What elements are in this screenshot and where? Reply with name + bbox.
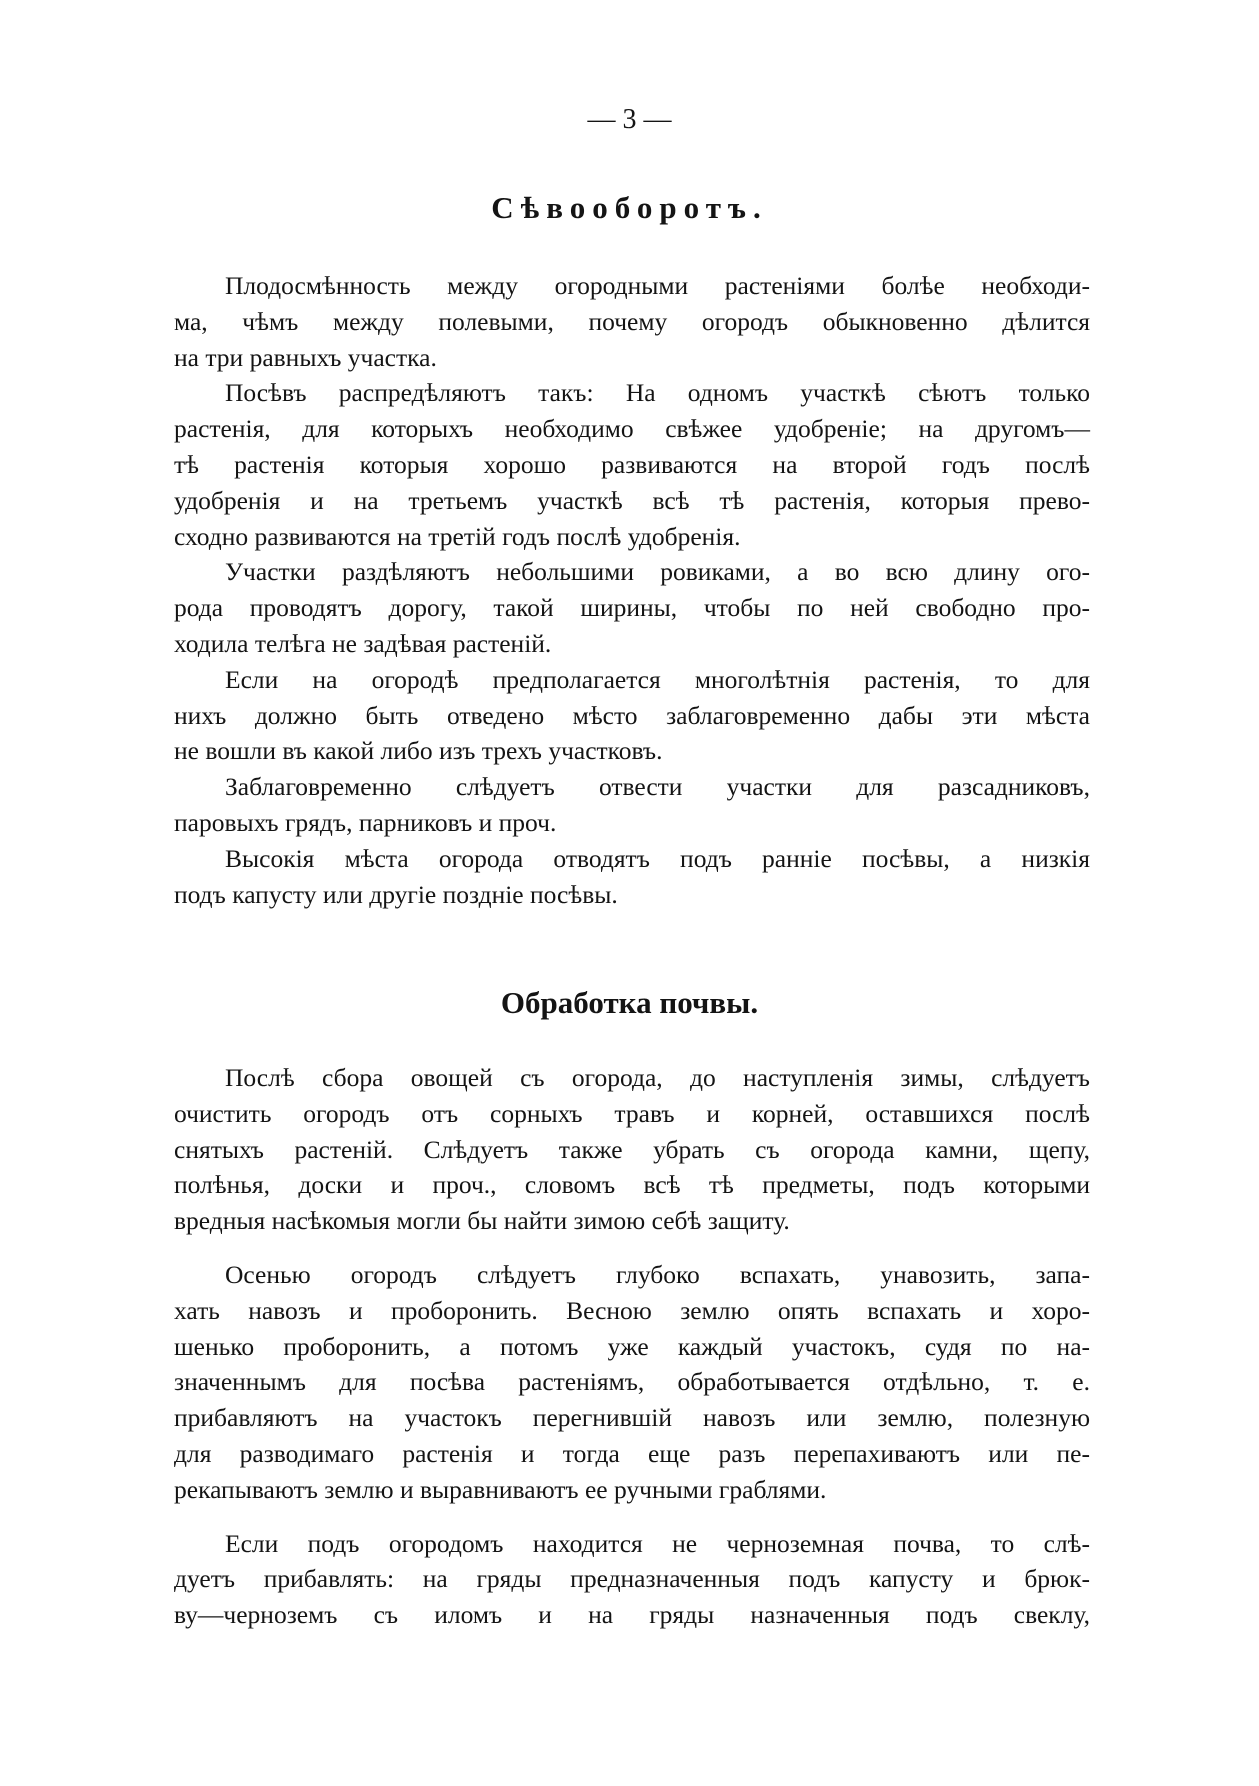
text-line: рекапываютъ землю и выравниваютъ ее ручными граблями. (174, 1474, 827, 1504)
text-line: для разводимаго растенія и тогда еще разъ перепахиваютъ или пе- (174, 1438, 1090, 1468)
text-line: вредныя насѣкомыя могли бы найти зимою себѣ защиту. (174, 1206, 790, 1236)
text-line: значеннымъ для посѣва растеніямъ, обработывается отдѣльно, т. е. (174, 1367, 1090, 1397)
text-line: паровыхъ грядъ, парниковъ и проч. (174, 807, 557, 837)
text-line: сходно развиваются на третій годъ послѣ удобренія. (174, 521, 741, 551)
text-line: Послѣ сбора овощей съ огорода, до наступленія зимы, слѣдуетъ (225, 1063, 1090, 1092)
text-line: тѣ растенія которыя хорошо развиваются на второй годъ послѣ (174, 449, 1090, 479)
paragraph (174, 268, 1090, 375)
text-line: Заблаговременно слѣдуетъ отвести участки для разсадниковъ, (225, 772, 1090, 802)
text-line: ву—черноземъ съ иломъ и на гряды назначенныя подъ свеклу, (174, 1600, 1090, 1630)
paragraph (174, 554, 1090, 661)
text-line: Плодосмѣнность между огородными растеніями болѣе необходи- (225, 271, 1090, 300)
text-line: очистить огородъ отъ сорныхъ травъ и корней, оставшихся послѣ (174, 1098, 1090, 1128)
text-line: Осенью огородъ слѣдуетъ глубоко вспахать, унавозить, запа- (225, 1259, 1090, 1289)
text-line: Если подъ огородомъ находится не черноземная почва, то слѣ- (225, 1528, 1090, 1558)
text-line: снятыхъ растеній. Слѣдуетъ также убрать съ огорода камни, щепу, (174, 1134, 1090, 1164)
text-line: подъ капусту или другіе поздніе посѣвы. (174, 879, 618, 909)
text-line: прибавляютъ на участокъ перегнившій навозъ или землю, полезную (174, 1403, 1090, 1433)
text-line: шенько проборонить, а потомъ уже каждый участокъ, судя по на- (174, 1331, 1090, 1361)
text-line: Высокія мѣста огорода отводятъ подъ ранніе посѣвы, а низкія (225, 843, 1090, 873)
paragraph (174, 841, 1090, 913)
text-line: рода проводятъ дорогу, такой ширины, чтобы по ней свободно про- (174, 593, 1090, 623)
text-line: полѣнья, доски и проч., словомъ всѣ тѣ предметы, подъ которыми (174, 1170, 1090, 1200)
section-crop-rotation-body (174, 268, 1090, 912)
page-number: — 3 — (587, 104, 672, 135)
text-line: на три равныхъ участка. (174, 342, 437, 372)
section-title-crop-rotation: Сѣвооборотъ. (491, 190, 768, 225)
text-line: не вошли въ какой либо изъ трехъ участковъ. (174, 736, 663, 766)
text-line: дуетъ прибавлять: на гряды предназначенныя подъ капусту и брюк- (174, 1564, 1090, 1594)
text-line: ходила телѣга не задѣвая растеній. (174, 628, 552, 658)
text-line: ма, чѣмъ между полевыми, почему огородъ обыкновенно дѣлится (174, 306, 1090, 336)
section-soil-cultivation-body (174, 1060, 1090, 1651)
text-line: Если на огородѣ предполагается многолѣтнія растенія, то для (225, 664, 1090, 694)
text-line: Участки раздѣляютъ небольшими ровиками, а во всю длину ого- (225, 557, 1090, 587)
paragraph (174, 769, 1090, 841)
text-line: хать навозъ и проборонить. Весною землю опять вспахать и хоро- (174, 1295, 1090, 1325)
text-line: нихъ должно быть отведено мѣсто заблаговременно дабы эти мѣста (174, 700, 1090, 730)
paragraph (174, 1060, 1090, 1239)
paragraph (174, 1257, 1090, 1508)
text-line: Посѣвъ распредѣляютъ такъ: На одномъ участкѣ сѣютъ только (225, 378, 1090, 408)
paragraph (174, 375, 1090, 554)
paragraph (174, 1526, 1090, 1633)
paragraph (174, 662, 1090, 769)
text-line: растенія, для которыхъ необходимо свѣжее удобреніе; на другомъ— (174, 414, 1090, 444)
section-title-soil-cultivation: Обработка почвы. (500, 985, 759, 1020)
text-line: удобренія и на третьемъ участкѣ всѣ тѣ растенія, которыя прево- (174, 485, 1090, 515)
